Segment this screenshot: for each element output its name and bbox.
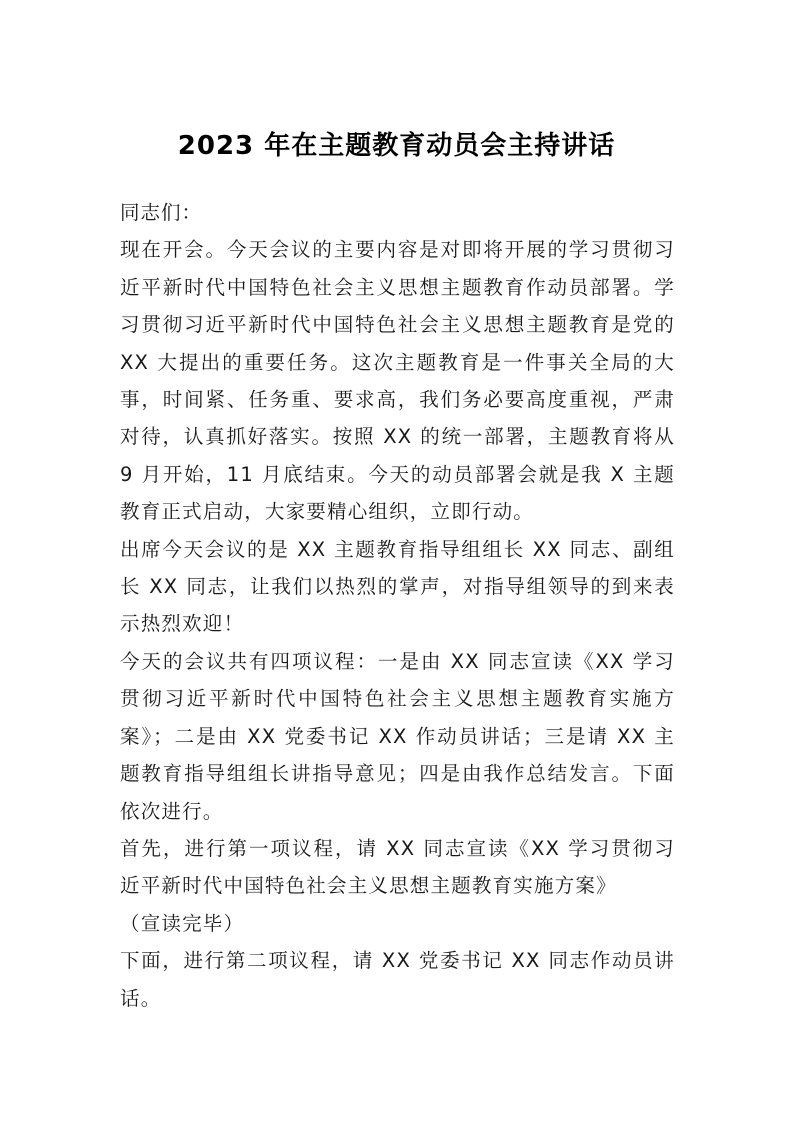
- paragraph-reading-done: （宣读完毕）: [120, 911, 245, 935]
- paragraph-attendees: 出席今天会议的是 XX 主题教育指导组组长 XX 同志、副组长 XX 同志，让我们以热烈的掌声，对指导组领导的到来表示热烈欢迎！: [120, 537, 675, 636]
- document-body: [120, 194, 675, 1017]
- paragraph-agenda: 今天的会议共有四项议程：一是由 XX 同志宣读《XX 学习贯彻习近平新时代中国特色社会主义思想主题教育实施方案》；二是由 XX 党委书记 XX 作动员讲话；三是请 XX 主题教育指导组组长讲指导意见；四是由我作总结发言。下面依次进行。: [120, 649, 675, 823]
- paragraph-first-item: 首先，进行第一项议程，请 XX 同志宣读《XX 学习贯彻习近平新时代中国特色社会主义思想主题教育实施方案》: [120, 836, 675, 898]
- document-title: 2023 年在主题教育动员会主持讲话: [177, 131, 616, 161]
- paragraph-salutation: 同志们：: [120, 201, 203, 224]
- paragraph-second-item: 下面，进行第二项议程，请 XX 党委书记 XX 同志作动员讲话。: [120, 949, 675, 1010]
- paragraph-opening: 现在开会。今天会议的主要内容是对即将开展的学习贯彻习近平新时代中国特色社会主义思想主题教育作动员部署。学习贯彻习近平新时代中国特色社会主义思想主题教育是党的 XX 大提出的重要任务。这次主题教育是一件事关全局的大事，时间紧、任务重、要求高，我们务必要高度重视，严肃对待，认真抓好落实。按照 XX 的统一部署，主题教育将从 9 月开始，11 月底结束。今天的动员部署会就是我 X 主题教育正式启动，大家要精心组织，立即行动。: [120, 238, 675, 524]
